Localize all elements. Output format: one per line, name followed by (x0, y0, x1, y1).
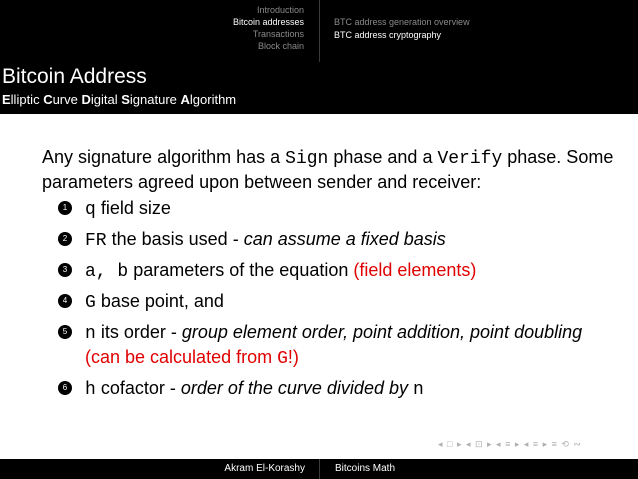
nav-section-introduction[interactable]: Introduction (256, 5, 304, 15)
enumeration-ball-icon: 2 (58, 232, 72, 246)
nav-section-block-chain[interactable]: Block chain (257, 41, 304, 51)
beamer-footer (0, 459, 638, 479)
beamer-header (0, 0, 638, 62)
enumeration-ball-icon: 4 (58, 294, 72, 308)
nav-subsection-btc-address-generation-overview[interactable]: BTC address generation overview (334, 17, 470, 27)
list-item: 3 a, b parameters of the equation (field elements) (42, 259, 622, 284)
footer-author: Akram El-Korashy (224, 463, 305, 474)
list-item: 2 FR the basis used - can assume a fixed basis (42, 228, 622, 253)
nav-subsection-btc-address-cryptography[interactable]: BTC address cryptography (334, 30, 442, 40)
section-navigation (0, 0, 319, 62)
frame-subtitle: Elliptic Curve Digital Signature Algorithm (2, 92, 237, 107)
intro-paragraph: Any signature algorithm has a Sign phase and a Verify phase. Some parameters agreed upon between sender and receiver: (42, 147, 614, 192)
enumeration-ball-icon: 3 (58, 263, 72, 277)
list-item: 1 q field size (42, 197, 622, 222)
list-item: 5 n its order - group element order, point addition, point doubling (can be calculated from G!) (42, 321, 622, 371)
slide-body (42, 146, 622, 402)
enumeration-ball-icon: 1 (58, 201, 72, 215)
beamer-navigation-icons[interactable]: ◂ □ ▸ ◂ ⊡ ▸ ◂ ≡ ▸ ◂ ≡ ▸ ≡ ⟲ ∾ (438, 439, 582, 449)
frame-title-bar (0, 62, 638, 114)
list-item: 4 G base point, and (42, 290, 622, 315)
list-item: 6 h cofactor - order of the curve divided by n (42, 377, 622, 402)
nav-section-bitcoin-addresses[interactable]: Bitcoin addresses (232, 17, 304, 27)
parameter-list (42, 197, 622, 402)
subsection-navigation (319, 0, 638, 62)
footer-title: Bitcoins Math (335, 463, 396, 474)
frame-title: Bitcoin Address (2, 65, 147, 88)
enumeration-ball-icon: 6 (58, 381, 72, 395)
nav-section-transactions[interactable]: Transactions (252, 29, 304, 39)
enumeration-ball-icon: 5 (58, 325, 72, 339)
